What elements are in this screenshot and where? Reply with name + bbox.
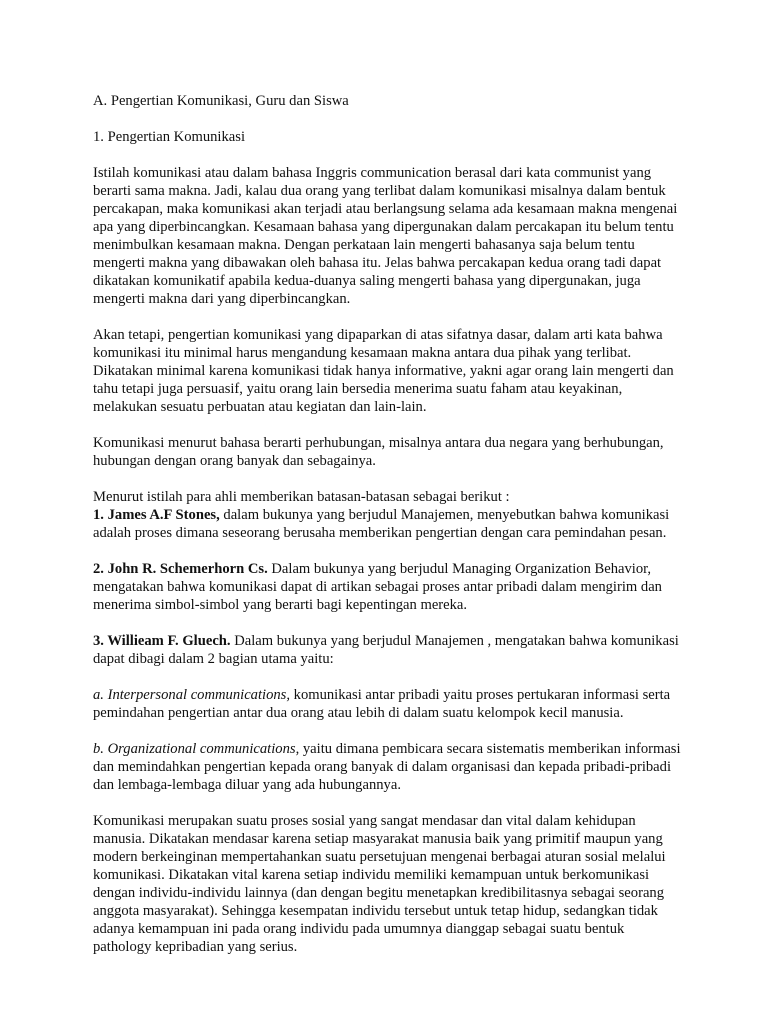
sub-item-b (93, 740, 683, 794)
expert-name-3: 3. Willieam F. Gluech. (93, 633, 231, 649)
document-title: A. Pengertian Komunikasi, Guru dan Siswa (93, 93, 349, 109)
expert-item-1 (93, 506, 683, 542)
section-heading: 1. Pengertian Komunikasi (93, 129, 245, 145)
document-page (93, 92, 683, 974)
paragraph-social-process: Komunikasi merupakan suatu proses sosial yang sangat mendasar dan vital dalam kehidupan manusia. Dikatakan mendasar karena setiap masyarakat manusia baik yang primitif maupun yang modern berkeinginan mempertahankan suatu persetujuan mengenai berbagai aturan sosial melalui komunikasi. Dikatakan vital karena setiap individu memiliki kemampuan untuk berkomunikasi dengan individu-individu lainnya (dan dengan begitu menetapkan kredibilitasnya sebagai seorang anggota masyarakat). Sehingga kesempatan individu tersebut untuk tetap hidup, sedangkan tidak adanya kemampuan ini pada orang individu pada umumnya dianggap sebagai suatu bentuk pathology kepribadian yang serius. (93, 813, 666, 955)
sub-item-b-term: b. Organizational communications (93, 741, 296, 757)
sub-item-b-text: , yaitu dimana pembicara secara sistematis memberikan informasi dan memindahkan pengertian kepada orang banyak di dalam organisasi dan kepada pribadi-pribadi dan lembaga-lembaga diluar yang ada hubungannya. (93, 741, 681, 793)
expert-text-2: Dalam bukunya yang berjudul Managing Organization Behavior, mengatakan bahwa komunikasi dapat di artikan sebagai proses antar pribadi dalam mengirim dan menerima simbol-simbol yang berarti bagi kepentingan mereka. (93, 561, 662, 613)
sub-item-a-term: a. Interpersonal communications, (93, 687, 290, 703)
sub-item-a (93, 686, 683, 722)
expert-text-3: Dalam bukunya yang berjudul Manajemen , mengatakan bahwa komunikasi dapat dibagi dalam 2 bagian utama yaitu: (93, 633, 679, 667)
expert-name-2: 2. John R. Schemerhorn Cs. (93, 561, 268, 577)
paragraph-language-meaning: Komunikasi menurut bahasa berarti perhubungan, misalnya antara dua negara yang berhubungan, hubungan dengan orang banyak dan sebagainya. (93, 435, 664, 469)
expert-name-1: 1. James A.F Stones, (93, 507, 220, 523)
paragraph-basic-meaning: Akan tetapi, pengertian komunikasi yang dipaparkan di atas sifatnya dasar, dalam arti kata bahwa komunikasi itu minimal harus mengandung kesamaan makna antara dua pihak yang terlibat. Dikatakan minimal karena komunikasi tidak hanya informative, yakni agar orang lain mengerti dan tahu tetapi juga persuasif, yaitu orang lain bersedia menerima suatu faham atau keyakinan, melakukan sesuatu perbuatan atau kegiatan dan lain-lain. (93, 327, 674, 415)
expert-item-2 (93, 560, 683, 614)
expert-item-3 (93, 632, 683, 668)
expert-text-1: dalam bukunya yang berjudul Manajemen, menyebutkan bahwa komunikasi adalah proses dimana seseorang berusaha memberikan pengertian dengan cara pemindahan pesan. (93, 507, 670, 541)
paragraph-experts-intro: Menurut istilah para ahli memberikan batasan-batasan sebagai berikut : (93, 489, 510, 505)
sub-item-a-text: komunikasi antar pribadi yaitu proses pertukaran informasi serta pemindahan pengertian antar dua orang atau lebih di dalam suatu kelompok kecil manusia. (93, 687, 671, 721)
paragraph-definition: Istilah komunikasi atau dalam bahasa Inggris communication berasal dari kata communist yang berarti sama makna. Jadi, kalau dua orang yang terlibat dalam komunikasi misalnya dalam bentuk percakapan, maka komunikasi akan terjadi atau berlangsung selama ada kesamaan makna mengenai apa yang diperbincangkan. Kesamaan bahasa yang dipergunakan dalam percakapan itu belum tentu menimbulkan kesamaan makna. Dengan perkataan lain mengerti bahasanya saja belum tentu mengerti makna yang dibawakan oleh bahasa itu. Jelas bahwa percakapan kedua orang tadi dapat dikatakan komunikatif apabila kedua-duanya saling mengerti bahasa yang dipergunakan, juga mengerti makna dari yang diperbincangkan. (93, 165, 678, 307)
